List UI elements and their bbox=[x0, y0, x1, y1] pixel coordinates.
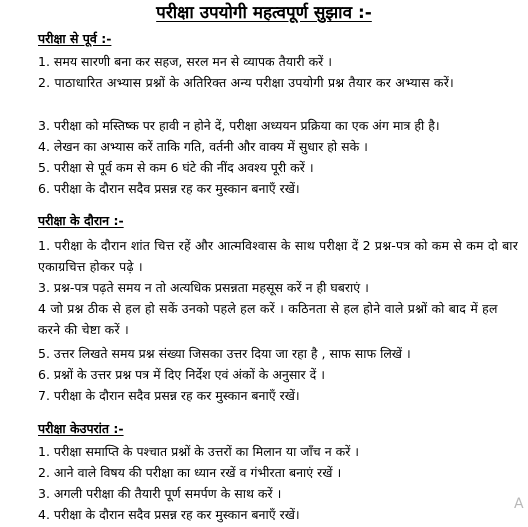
list-item: 3. परीक्षा को मस्तिष्क पर हावी न होने दें, परीक्षा अध्ययन प्रक्रिया का एक अंग मात्र ही है। bbox=[38, 118, 440, 133]
list-item: 4 जो प्रश्न ठीक से हल हो सकें उनको पहले हल करें । कठिनता से हल होने वाले प्रश्नों को बाद में हल करने की चेष्टा करें । bbox=[38, 301, 498, 337]
list-item: 1. परीक्षा के दौरान शांत चित्त रहें और आत्मविश्वास के साथ परीक्षा दें 2 प्रश्न-पत्र को कम से कम दो बार एकाग्रचित्त होकर पढ़े । bbox=[38, 238, 519, 274]
section-heading-before-exam: परीक्षा से पूर्व :- bbox=[38, 31, 112, 46]
list-item: 3. प्रश्न-पत्र पढ़ते समय न तो अत्यधिक प्रसन्नता महसूस करें न ही घबराएं । bbox=[38, 280, 369, 295]
page-title-text: परीक्षा उपयोगी महत्वपूर्ण सुझाव :- bbox=[156, 3, 372, 23]
section-heading-after-exam: परीक्षा केउपरांत :- bbox=[38, 421, 124, 436]
list-item: 1. परीक्षा समाप्ति के पश्चात प्रश्नों के उत्तरों का मिलान या जाँच न करें । bbox=[38, 444, 360, 459]
list-item: 2. पाठाधारित अभ्यास प्रश्नों के अतिरिक्त अन्य परीक्षा उपयोगी प्रश्न तैयार कर अभ्यास करें। bbox=[38, 75, 454, 90]
list-item: 5. उत्तर लिखते समय प्रश्न संख्या जिसका उत्तर दिया जा रहा है , साफ साफ लिखें । bbox=[38, 346, 411, 361]
list-item: 1. समय सारणी बना कर सहज, सरल मन से व्यापक तैयारी करें । bbox=[38, 54, 332, 69]
list-item: 6. परीक्षा के दौरान सदैव प्रसन्न रह कर मुस्कान बनाएँ रखें। bbox=[38, 181, 300, 196]
list-item: 7. परीक्षा के दौरान सदैव प्रसन्न रह कर मुस्कान बनाएँ रखें। bbox=[38, 388, 300, 403]
section-heading-during-exam: परीक्षा के दौरान :- bbox=[38, 213, 124, 228]
list-item: 4. लेखन का अभ्यास करें ताकि गति, वर्तनी और वाक्य में सुधार हो सके । bbox=[38, 139, 368, 154]
page-title bbox=[0, 2, 528, 24]
list-item: 5. परीक्षा से पूर्व कम से कम 6 घंटे की नींद अवश्य पूरी करें । bbox=[38, 160, 314, 175]
list-item: 4. परीक्षा के दौरान सदैव प्रसन्न रह कर मुस्कान बनाएँ रखें। bbox=[38, 507, 300, 522]
list-item: 2. आने वाले विषय की परीक्षा का ध्यान रखें व गंभीरता बनाएं रखें । bbox=[38, 465, 342, 480]
watermark-letter: A bbox=[514, 496, 524, 512]
list-item: 6. प्रश्नों के उत्तर प्रश्न पत्र में दिए निर्देश एवं अंकों के अनुसार दें । bbox=[38, 367, 325, 382]
list-item: 3. अगली परीक्षा की तैयारी पूर्ण समर्पण के साथ करें । bbox=[38, 486, 282, 501]
